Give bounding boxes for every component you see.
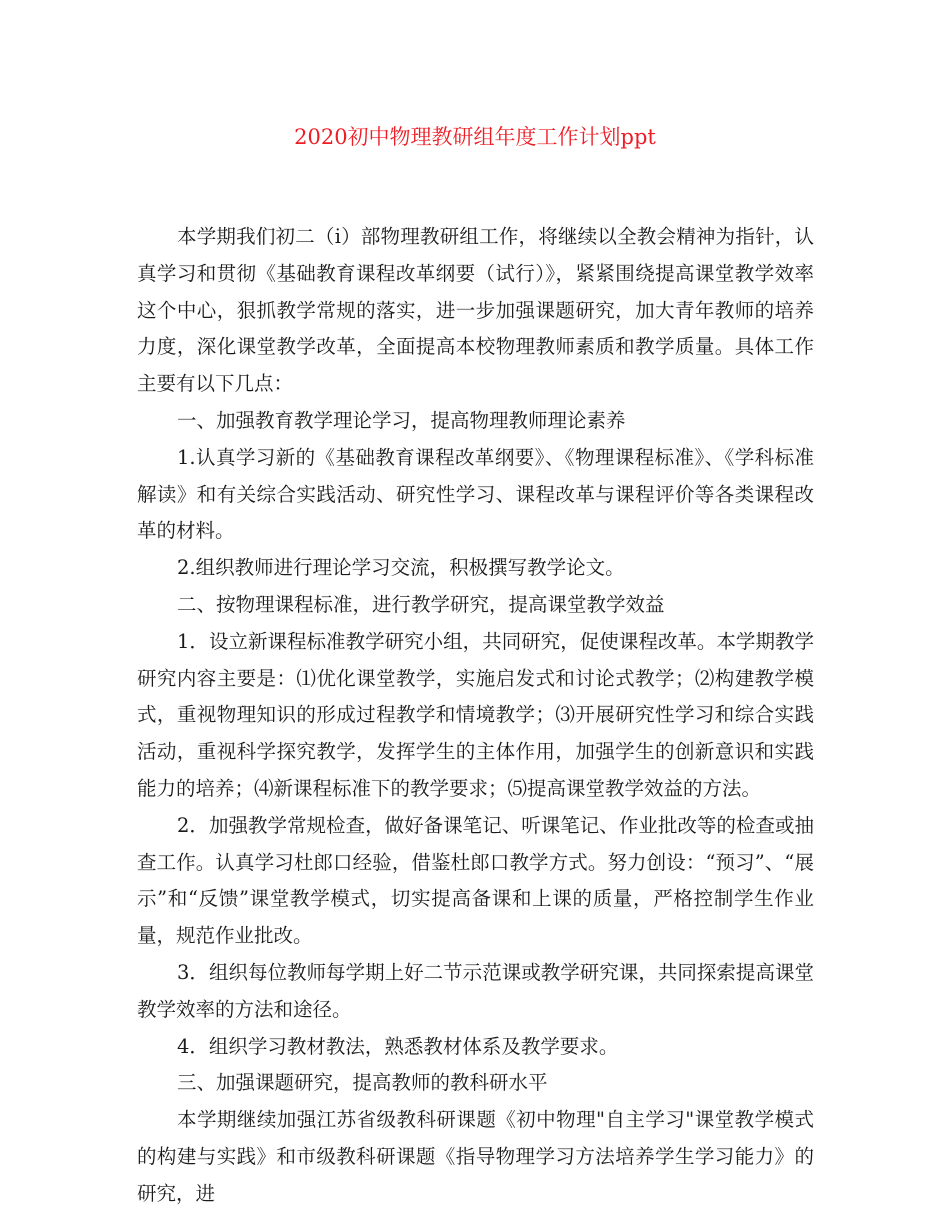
document-title: 2020初中物理教研组年度工作计划ppt: [294, 125, 656, 149]
paragraph-2-2: 2．加强教学常规检查，做好备课笔记、听课笔记、作业批改等的检查或抽查工作。认真学习杜郎口经验，借鉴杜郎口教学方式。努力创设：“预习”、“展示”和“反馈”课堂教学模式，切实提高备课和上课的质量，严格控制学生作业量，规范作业批改。: [137, 813, 814, 948]
paragraph-2-4: 4．组织学习教材教法，熟悉教材体系及教学要求。: [177, 1034, 619, 1058]
section-heading-1: 一、加强教育教学理论学习，提高物理教师理论素养: [177, 408, 626, 432]
intro-paragraph: 本学期我们初二（i）部物理教研组工作，将继续以全教会精神为指针，认真学习和贯彻《基础教育课程改革纲要（试行）》，紧紧围绕提高课堂教学效率这个中心，狠抓教学常规的落实，进一步加强课题研究，加大青年教师的培养力度，深化课堂教学改革，全面提高本校物理教师素质和教学质量。具体工作主要有以下几点：: [137, 225, 814, 396]
paragraph-2-3: 3．组织每位教师每学期上好二节示范课或教学研究课，共同探索提高课堂教学效率的方法和途径。: [137, 960, 814, 1021]
section-heading-3: 三、加强课题研究，提高教师的教科研水平: [177, 1071, 548, 1095]
paragraph-1-2: 2.组织教师进行理论学习交流，积极撰写教学论文。: [177, 556, 625, 580]
paragraph-1-1: 1.认真学习新的《基础教育课程改革纲要》、《物理课程标准》、《学科标准解读》和有关综合实践活动、研究性学习、课程改革与课程评价等各类课程改革的材料。: [137, 445, 814, 543]
paragraph-2-1: 1．设立新课程标准教学研究小组，共同研究，促使课程改革。本学期教学研究内容主要是：⑴优化课堂教学，实施启发式和讨论式教学；⑵构建教学模式，重视物理知识的形成过程教学和情境教学；⑶开展研究性学习和综合实践活动，重视科学探究教学，发挥学生的主体作用，加强学生的创新意识和实践能力的培养；⑷新课程标准下的教学要求；⑸提高课堂教学效益的方法。: [137, 629, 814, 800]
section-heading-2: 二、按物理课程标准，进行教学研究，提高课堂教学效益: [177, 592, 665, 616]
paragraph-3-1: 本学期继续加强江苏省级教科研课题《初中物理"自主学习"课堂教学模式的构建与实践》和市级教科研课题《指导物理学习方法培养学生学习能力》的研究，进: [137, 1108, 814, 1205]
document-body: [137, 219, 814, 1213]
